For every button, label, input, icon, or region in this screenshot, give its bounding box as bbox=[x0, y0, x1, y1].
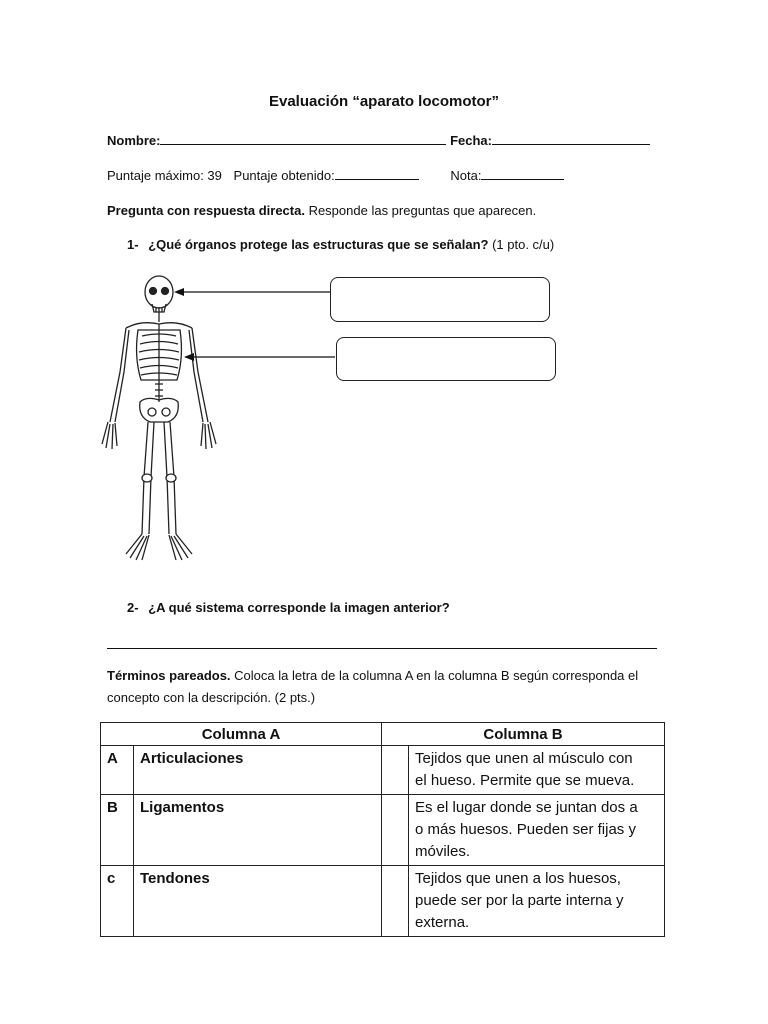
row-letter: B bbox=[101, 795, 134, 866]
pointer-arrows bbox=[170, 280, 335, 370]
obtained-score-label: Puntaje obtenido: bbox=[233, 168, 335, 183]
section-matching-bold: Términos pareados. bbox=[107, 668, 231, 683]
row-term: Ligamentos bbox=[134, 795, 382, 866]
answer-box-ribcage[interactable] bbox=[336, 337, 556, 381]
page-title: Evaluación “aparato locomotor” bbox=[268, 93, 500, 110]
arrowhead-skull-icon bbox=[174, 288, 184, 296]
score-row bbox=[107, 167, 564, 183]
section-matching-rest: Coloca la letra de la columna A en la columna B según corresponda el bbox=[230, 668, 639, 683]
row-letter: c bbox=[101, 866, 134, 937]
name-row bbox=[107, 132, 650, 148]
obtained-score-field[interactable] bbox=[335, 167, 419, 180]
section-direct-heading bbox=[107, 203, 536, 218]
section-direct-bold: Pregunta con respuesta directa. bbox=[107, 203, 305, 218]
question-2-answer-line[interactable] bbox=[107, 648, 657, 649]
row-term: Tendones bbox=[134, 866, 382, 937]
table-header-row bbox=[101, 723, 665, 746]
name-label: Nombre: bbox=[107, 133, 161, 148]
date-label: Fecha: bbox=[450, 133, 492, 148]
answer-cell-b[interactable] bbox=[382, 795, 409, 866]
question-2-number: 2- bbox=[127, 600, 139, 615]
name-field[interactable] bbox=[160, 132, 446, 145]
table-row bbox=[101, 795, 665, 866]
question-2-text: ¿A qué sistema corresponde la imagen anterior? bbox=[148, 600, 450, 615]
row-term: Articulaciones bbox=[134, 746, 382, 795]
answer-cell-a[interactable] bbox=[382, 746, 409, 795]
row-description: Tejidos que unen a los huesos, puede ser por la parte interna y externa. bbox=[409, 866, 665, 937]
column-b-header: Columna B bbox=[382, 723, 665, 746]
matching-table bbox=[100, 722, 665, 937]
row-letter: A bbox=[101, 746, 134, 795]
grade-field[interactable] bbox=[481, 167, 564, 180]
question-2 bbox=[127, 600, 450, 615]
date-field[interactable] bbox=[492, 132, 650, 145]
column-a-header: Columna A bbox=[101, 723, 382, 746]
question-1-text: ¿Qué órganos protege las estructuras que se señalan? bbox=[148, 237, 489, 252]
row-description: Tejidos que unen al músculo con el hueso. Permite que se mueva. bbox=[409, 746, 665, 795]
table-row bbox=[101, 866, 665, 937]
row-description: Es el lugar donde se juntan dos a o más huesos. Pueden ser fijas y móviles. bbox=[409, 795, 665, 866]
table-row bbox=[101, 746, 665, 795]
question-1 bbox=[127, 237, 554, 252]
section-matching-line2: concepto con la descripción. (2 pts.) bbox=[107, 690, 316, 705]
question-1-number: 1- bbox=[127, 237, 139, 252]
answer-box-skull[interactable] bbox=[330, 277, 550, 322]
section-direct-rest: Responde las preguntas que aparecen. bbox=[304, 203, 537, 218]
arrowhead-ribcage-icon bbox=[184, 353, 194, 361]
max-score: Puntaje máximo: 39 bbox=[107, 168, 222, 183]
section-matching-heading bbox=[107, 668, 638, 683]
grade-label: Nota: bbox=[450, 168, 482, 183]
answer-cell-c[interactable] bbox=[382, 866, 409, 937]
question-1-points: (1 pto. c/u) bbox=[488, 237, 555, 252]
